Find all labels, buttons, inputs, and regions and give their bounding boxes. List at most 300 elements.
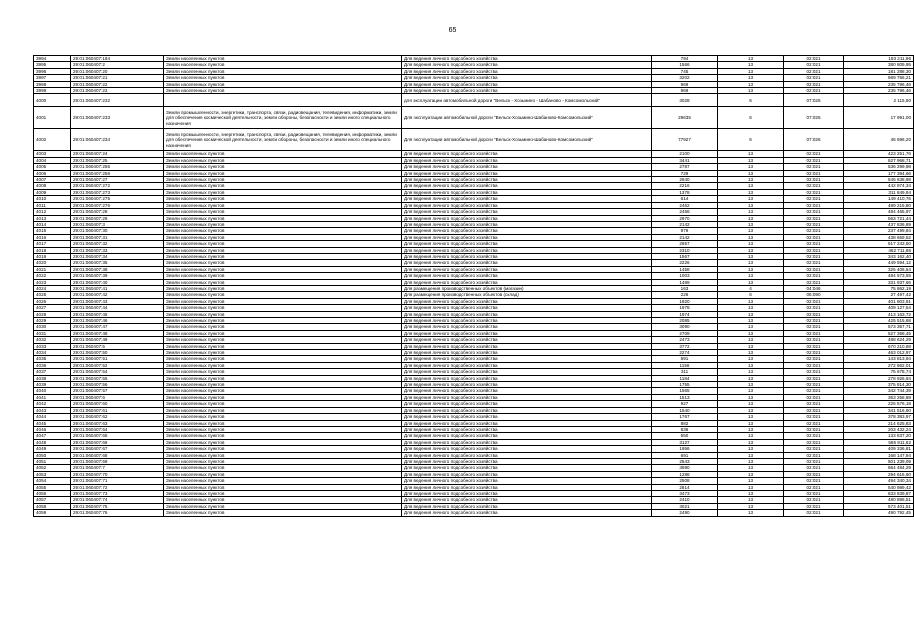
group-code-cell: 13 [718,446,784,452]
cadastral-value-cell: 353 258,88 [844,394,914,400]
cadastral-number-cell: 29:01:060407:232 [71,94,164,107]
land-category-cell: Земли населенных пунктов [164,510,402,516]
land-category-cell: Земли населенных пунктов [164,209,402,215]
permitted-use-cell: Для ведения личного подсобного хозяйства [402,164,652,170]
group-code-cell: 13 [718,221,784,227]
use-code-cell: 02:021 [784,215,844,221]
group-code-cell: 13 [718,510,784,516]
permitted-use-cell: Для ведения личного подсобного хозяйства [402,362,652,368]
row-number-cell: 3994 [34,56,71,62]
use-code-cell: 06:090 [784,292,844,298]
permitted-use-cell: Для ведения личного подсобного хозяйства [402,426,652,432]
use-code-cell: 02:021 [784,68,844,74]
use-code-cell: 02:021 [784,189,844,195]
permitted-use-cell: Для ведения личного подсобного хозяйства [402,298,652,304]
permitted-use-cell: Для ведения личного подсобного хозяйства [402,439,652,445]
row-number-cell: 4027 [34,305,71,311]
use-code-cell: 02:021 [784,253,844,259]
land-category-cell: Земли населенных пунктов [164,241,402,247]
row-number-cell: 4004 [34,157,71,163]
land-category-cell: Земли населенных пунктов [164,228,402,234]
use-code-cell: 02:021 [784,266,844,272]
row-number-cell: 4016 [34,234,71,240]
row-number-cell: 4022 [34,273,71,279]
cadastral-number-cell: 29:01:060407:44 [71,305,164,311]
permitted-use-cell: Для ведения личного подсобного хозяйства [402,202,652,208]
area-cell: 2310 [652,247,718,253]
use-code-cell: 02:021 [784,330,844,336]
group-code-cell: 13 [718,375,784,381]
group-code-cell: 13 [718,382,784,388]
cadastral-number-cell: 29:01:060407:51 [71,356,164,362]
use-code-cell: 02:021 [784,273,844,279]
row-number-cell: 3999 [34,88,71,94]
use-code-cell: 07:026 [784,129,844,151]
permitted-use-cell: Для ведения личного подсобного хозяйства [402,401,652,407]
cadastral-number-cell: 29:01:060407:75 [71,503,164,509]
row-number-cell: 4054 [34,478,71,484]
land-category-cell: Земли населенных пунктов [164,420,402,426]
group-code-cell: 13 [718,56,784,62]
cadastral-value-cell: 235 796,46 [844,88,914,94]
group-code-cell: 13 [718,196,784,202]
row-number-cell: 4003 [34,151,71,157]
row-number-cell: 4020 [34,260,71,266]
use-code-cell: 02:021 [784,497,844,503]
use-code-cell: 02:021 [784,458,844,464]
cadastral-value-cell: 225 576,18 [844,401,914,407]
permitted-use-cell: Для ведения личного подсобного хозяйства [402,337,652,343]
group-code-cell: 13 [718,253,784,259]
row-number-cell: 4057 [34,497,71,503]
area-cell: 2100 [652,151,718,157]
land-category-cell: Земли населенных пунктов [164,343,402,349]
group-code-cell: 13 [718,183,784,189]
land-category-cell: Земли населенных пунктов [164,305,402,311]
group-code-cell: 13 [718,478,784,484]
land-category-cell: Земли населенных пунктов [164,369,402,375]
cadastral-number-cell: 29:01:060407:43 [71,298,164,304]
area-cell: 2657 [652,241,718,247]
area-cell: 1978 [652,305,718,311]
cadastral-number-cell: 29:01:060407:23 [71,88,164,94]
permitted-use-cell: Для ведения личного подсобного хозяйства [402,183,652,189]
use-code-cell: 02:021 [784,81,844,87]
row-number-cell: 4042 [34,401,71,407]
cadastral-number-cell: 29:01:060407:29 [71,215,164,221]
area-cell: 1156 [652,362,718,368]
cadastral-number-cell: 29:01:060407:275 [71,196,164,202]
land-category-cell: Земли населенных пунктов [164,484,402,490]
permitted-use-cell: Для ведения личного подсобного хозяйства [402,458,652,464]
use-code-cell: 02:021 [784,433,844,439]
cadastral-value-cell: 489 215,80 [844,202,914,208]
row-number-cell: 4017 [34,241,71,247]
area-cell: 1567 [652,253,718,259]
cadastral-number-cell: 29:01:060407:7 [71,465,164,471]
group-code-cell: 13 [718,490,784,496]
group-code-cell: 13 [718,324,784,330]
cadastral-value-cell: 342 744,39 [844,388,914,394]
permitted-use-cell: Для ведения личного подсобного хозяйства [402,247,652,253]
cadastral-value-cell: 536 299,98 [844,164,914,170]
area-cell: 2490 [652,510,718,516]
use-code-cell: 02:021 [784,484,844,490]
row-number-cell: 4006 [34,170,71,176]
row-number-cell: 4044 [34,414,71,420]
area-cell: 2142 [652,234,718,240]
row-number-cell: 4023 [34,279,71,285]
row-number-cell: 4012 [34,209,71,215]
cadastral-value-cell: 546 638,98 [844,177,914,183]
land-category-cell: Земли населенных пунктов [164,330,402,336]
land-category-cell: Земли населенных пунктов [164,318,402,324]
cadastral-value-cell: 380 809,95 [844,62,914,68]
group-code-cell: 4 [718,285,784,291]
cadastral-number-cell: 29:01:060407:2 [71,62,164,68]
area-cell: 2216 [652,183,718,189]
land-category-cell: Земли населенных пунктов [164,337,402,343]
cadastral-value-cell: 46 696,20 [844,129,914,151]
cadastral-value-cell: 143 813,94 [844,356,914,362]
row-number-cell: 4053 [34,471,71,477]
use-code-cell: 02:021 [784,157,844,163]
cadastral-number-cell: 29:01:060407:30 [71,228,164,234]
cadastral-number-cell: 29:01:060407:31 [71,234,164,240]
group-code-cell: 6 [718,94,784,107]
group-code-cell: 13 [718,62,784,68]
permitted-use-cell: Для ведения личного подсобного хозяйства [402,356,652,362]
land-category-cell: Земли населенных пунктов [164,497,402,503]
permitted-use-cell: Для ведения личного подсобного хозяйства [402,350,652,356]
cadastral-number-cell: 29:01:060407:256 [71,170,164,176]
group-code-cell: 13 [718,407,784,413]
area-cell: 2787 [652,164,718,170]
group-code-cell: 13 [718,343,784,349]
cadastral-number-cell: 29:01:060407:41 [71,285,164,291]
row-number-cell: 4035 [34,356,71,362]
land-category-cell: Земли населенных пунктов [164,433,402,439]
use-code-cell: 02:021 [784,369,844,375]
cadastral-number-cell: 29:01:060407:38 [71,266,164,272]
land-category-cell: Земли населенных пунктов [164,414,402,420]
group-code-cell: 6 [718,107,784,129]
cadastral-number-cell: 29:01:060407:74 [71,497,164,503]
use-code-cell: 02:021 [784,343,844,349]
permitted-use-cell: Для размещения производственных объектов (магазин) [402,285,652,291]
row-number-cell: 3998 [34,81,71,87]
group-code-cell: 13 [718,426,784,432]
row-number-cell: 4015 [34,228,71,234]
use-code-cell: 02:021 [784,420,844,426]
cadastral-value-cell: 272 862,01 [844,362,914,368]
row-number-cell: 4008 [34,183,71,189]
row-number-cell: 4031 [34,330,71,336]
permitted-use-cell: Для ведения личного подсобного хозяйства [402,177,652,183]
row-number-cell: 4005 [34,164,71,170]
permitted-use-cell: Для эксплуатации автомобильной дороги "Вельск-Хозьмино-Шабаново-Комсомольский" [402,107,652,129]
area-cell: 2142 [652,221,718,227]
area-cell: 1956 [652,446,718,452]
row-number-cell: 4033 [34,343,71,349]
land-category-cell: Земли населенных пунктов [164,273,402,279]
cadastral-number-cell: 29:01:060407:42 [71,292,164,298]
permitted-use-cell: Для ведения личного подсобного хозяйства [402,81,652,87]
row-number-cell: 3996 [34,68,71,74]
cadastral-number-cell: 29:01:060407:65 [71,433,164,439]
cadastral-number-cell: 29:01:060407:47 [71,324,164,330]
use-code-cell: 02:021 [784,177,844,183]
cadastral-value-cell: 484 573,55 [844,273,914,279]
area-cell: 1565 [652,388,718,394]
cadastral-number-cell: 29:01:060407:272 [71,183,164,189]
cadastral-value-cell: 278 926,94 [844,375,914,381]
area-cell: 2970 [652,215,718,221]
land-category-cell: Земли промышленности, энергетики, транспорта, связи, радиовещания, телевидения, информатики, земли для обеспечения космической деятельности, земли обороны, безопасности и земли иного специального назначения [164,107,402,129]
group-code-cell: 13 [718,401,784,407]
land-category-cell: Земли населенных пунктов [164,75,402,81]
permitted-use-cell: Для ведения личного подсобного хозяйства [402,228,652,234]
area-cell: 1755 [652,382,718,388]
cadastral-value-cell: 670 210,88 [844,343,914,349]
land-category-cell: Земли населенных пунктов [164,362,402,368]
cadastral-number-cell: 29:01:060407:194 [71,56,164,62]
cadastral-number-cell: 29:01:060407:233 [71,107,164,129]
permitted-use-cell: Для ведения личного подсобного хозяйства [402,157,652,163]
group-code-cell: 13 [718,452,784,458]
row-number-cell: 4026 [34,298,71,304]
group-code-cell: 13 [718,362,784,368]
land-category-cell: Земли населенных пунктов [164,81,402,87]
use-code-cell: 02:021 [784,298,844,304]
cadastral-value-cell: 193 211,96 [844,56,914,62]
use-code-cell: 02:021 [784,318,844,324]
row-number-cell: 4040 [34,388,71,394]
cadastral-number-cell: 29:01:060407:73 [71,490,164,496]
group-code-cell: 13 [718,157,784,163]
use-code-cell: 04:046 [784,285,844,291]
cadastral-number-cell: 29:01:060407:276 [71,202,164,208]
row-number-cell: 4059 [34,510,71,516]
cadastral-value-cell: 627 968,71 [844,157,914,163]
permitted-use-cell: Для ведения личного подсобного хозяйства [402,318,652,324]
cadastral-number-cell: 29:01:060407:57 [71,388,164,394]
use-code-cell: 02:021 [784,350,844,356]
row-number-cell: 4025 [34,292,71,298]
land-category-cell: Земли населенных пунктов [164,196,402,202]
area-cell: 969 [652,81,718,87]
group-code-cell: 13 [718,164,784,170]
use-code-cell: 02:021 [784,88,844,94]
cadastral-value-cell: 75 862,19 [844,285,914,291]
cadastral-number-cell: 29:01:060407:50 [71,350,164,356]
land-category-cell: Земли населенных пунктов [164,202,402,208]
use-code-cell: 02:021 [784,247,844,253]
cadastral-number-cell: 29:01:060407:33 [71,247,164,253]
permitted-use-cell: Для ведения личного подсобного хозяйства [402,324,652,330]
group-code-cell: 13 [718,439,784,445]
land-category-cell: Земли населенных пунктов [164,394,402,400]
land-category-cell: Земли населенных пунктов [164,234,402,240]
land-category-cell: Земли населенных пунктов [164,375,402,381]
area-cell: 836 [652,426,718,432]
cadastral-number-cell: 29:01:060407:20 [71,68,164,74]
use-code-cell: 02:021 [784,426,844,432]
use-code-cell: 02:021 [784,465,844,471]
group-code-cell: 13 [718,394,784,400]
group-code-cell: 13 [718,215,784,221]
land-category-cell: Земли населенных пунктов [164,458,402,464]
cadastral-number-cell: 29:01:060407:49 [71,337,164,343]
use-code-cell: 02:021 [784,75,844,81]
permitted-use-cell: Для ведения личного подсобного хозяйства [402,446,652,452]
row-number-cell: 4021 [34,266,71,272]
cadastral-value-cell: 633 839,87 [844,490,914,496]
row-number-cell: 4058 [34,503,71,509]
land-category-cell: Земли населенных пунктов [164,177,402,183]
permitted-use-cell: Для ведения личного подсобного хозяйства [402,62,652,68]
cadastral-value-cell: 133 837,20 [844,433,914,439]
row-number-cell: 4046 [34,426,71,432]
use-code-cell: 02:021 [784,305,844,311]
permitted-use-cell: Для ведения личного подсобного хозяйства [402,260,652,266]
area-cell: 77927 [652,129,718,151]
area-cell: 3127 [652,439,718,445]
group-code-cell: 13 [718,241,784,247]
cadastral-value-cell: 378 383,97 [844,414,914,420]
table-row [34,510,914,516]
permitted-use-cell: Для ведения личного подсобного хозяйства [402,273,652,279]
area-cell: 2462 [652,202,718,208]
row-number-cell: 4036 [34,362,71,368]
group-code-cell: 13 [718,68,784,74]
permitted-use-cell: Для ведения личного подсобного хозяйства [402,189,652,195]
use-code-cell: 02:021 [784,202,844,208]
land-category-cell: Земли населенных пунктов [164,221,402,227]
group-code-cell: 13 [718,234,784,240]
group-code-cell: 13 [718,318,784,324]
area-cell: 2508 [652,478,718,484]
area-cell: 591 [652,356,718,362]
group-code-cell: 13 [718,497,784,503]
cadastral-number-cell: 29:01:060407:64 [71,426,164,432]
permitted-use-cell: Для ведения личного подсобного хозяйства [402,68,652,74]
permitted-use-cell: Для ведения личного подсобного хозяйства [402,414,652,420]
cadastral-number-cell: 29:01:060407:234 [71,129,164,151]
permitted-use-cell: для эксплуатации автомобильной дороги "Вельск - Хозьмино - Шабаново - Комсомольский" [402,94,652,107]
permitted-use-cell: Для ведения личного подсобного хозяйства [402,279,652,285]
cadastral-value-cell: 569 766,21 [844,75,914,81]
use-code-cell: 02:021 [784,62,844,68]
row-number-cell: 4011 [34,202,71,208]
cadastral-number-cell: 29:01:060407:60 [71,401,164,407]
group-code-cell: 13 [718,177,784,183]
use-code-cell: 02:021 [784,241,844,247]
use-code-cell: 02:021 [784,164,844,170]
land-category-cell: Земли населенных пунктов [164,478,402,484]
cadastral-number-cell: 29:01:060407:72 [71,484,164,490]
use-code-cell: 02:021 [784,151,844,157]
table-row [34,129,914,151]
permitted-use-cell: Для ведения личного подсобного хозяйства [402,56,652,62]
area-cell: 550 [652,433,718,439]
row-number-cell: 4045 [34,420,71,426]
row-number-cell: 4013 [34,215,71,221]
permitted-use-cell: Для ведения личного подсобного хозяйства [402,151,652,157]
area-cell: 3202 [652,75,718,81]
area-cell: 2814 [652,484,718,490]
cadastral-value-cell: 438 659,52 [844,234,914,240]
land-category-cell: Земли населенных пунктов [164,62,402,68]
cadastral-number-cell: 29:01:060407:56 [71,382,164,388]
use-code-cell: 02:021 [784,362,844,368]
area-cell: 3028 [652,94,718,107]
cadastral-value-cell: 437 836,89 [844,221,914,227]
cadastral-number-cell: 29:01:060407:3 [71,221,164,227]
group-code-cell: 13 [718,75,784,81]
area-cell: 1489 [652,279,718,285]
group-code-cell: 13 [718,311,784,317]
permitted-use-cell: Для ведения личного подсобного хозяйства [402,75,652,81]
permitted-use-cell: Для ведения личного подсобного хозяйства [402,484,652,490]
land-category-cell: Земли населенных пунктов [164,247,402,253]
page-number: 65 [448,27,457,34]
cadastral-value-cell: 527 368,45 [844,330,914,336]
group-code-cell: 13 [718,388,784,394]
cadastral-number-cell: 29:01:060407:67 [71,446,164,452]
group-code-cell: 13 [718,298,784,304]
group-code-cell: 13 [718,189,784,195]
group-code-cell: 13 [718,433,784,439]
area-cell: 2458 [652,209,718,215]
use-code-cell: 02:021 [784,260,844,266]
area-cell: 1513 [652,394,718,400]
permitted-use-cell: Для ведения личного подсобного хозяйства [402,305,652,311]
cadastral-value-cell: 177 394,66 [844,170,914,176]
cadastral-number-cell: 29:01:060407:40 [71,279,164,285]
cadastral-number-cell: 29:01:060407:39 [71,273,164,279]
permitted-use-cell: Для ведения личного подсобного хозяйства [402,241,652,247]
group-code-cell: 13 [718,484,784,490]
area-cell: 1974 [652,311,718,317]
area-cell: 745 [652,68,718,74]
group-code-cell: 13 [718,458,784,464]
area-cell: 691 [652,452,718,458]
cadastral-number-cell: 29:01:060407:34 [71,253,164,259]
use-code-cell: 02:021 [784,234,844,240]
use-code-cell: 02:021 [784,324,844,330]
use-code-cell: 02:021 [784,471,844,477]
area-cell: 1378 [652,189,718,195]
area-cell: 3772 [652,343,718,349]
cadastral-value-cell: 494 340,34 [844,478,914,484]
permitted-use-cell: Для ведения личного подсобного хозяйства [402,510,652,516]
group-code-cell: 13 [718,209,784,215]
group-code-cell: 13 [718,471,784,477]
land-category-cell: Земли населенных пунктов [164,164,402,170]
row-number-cell: 4018 [34,247,71,253]
permitted-use-cell: Для ведения личного подсобного хозяйства [402,88,652,94]
use-code-cell: 02:021 [784,170,844,176]
cadastral-number-cell: 29:01:060407:76 [71,510,164,516]
row-number-cell: 4052 [34,465,71,471]
row-number-cell: 4039 [34,382,71,388]
row-number-cell: 4049 [34,446,71,452]
cadastral-value-cell: 425 515,68 [844,318,914,324]
permitted-use-cell: Для ведения личного подсобного хозяйства [402,497,652,503]
area-cell: 2543 [652,458,718,464]
land-category-cell: Земли населенных пунктов [164,439,402,445]
